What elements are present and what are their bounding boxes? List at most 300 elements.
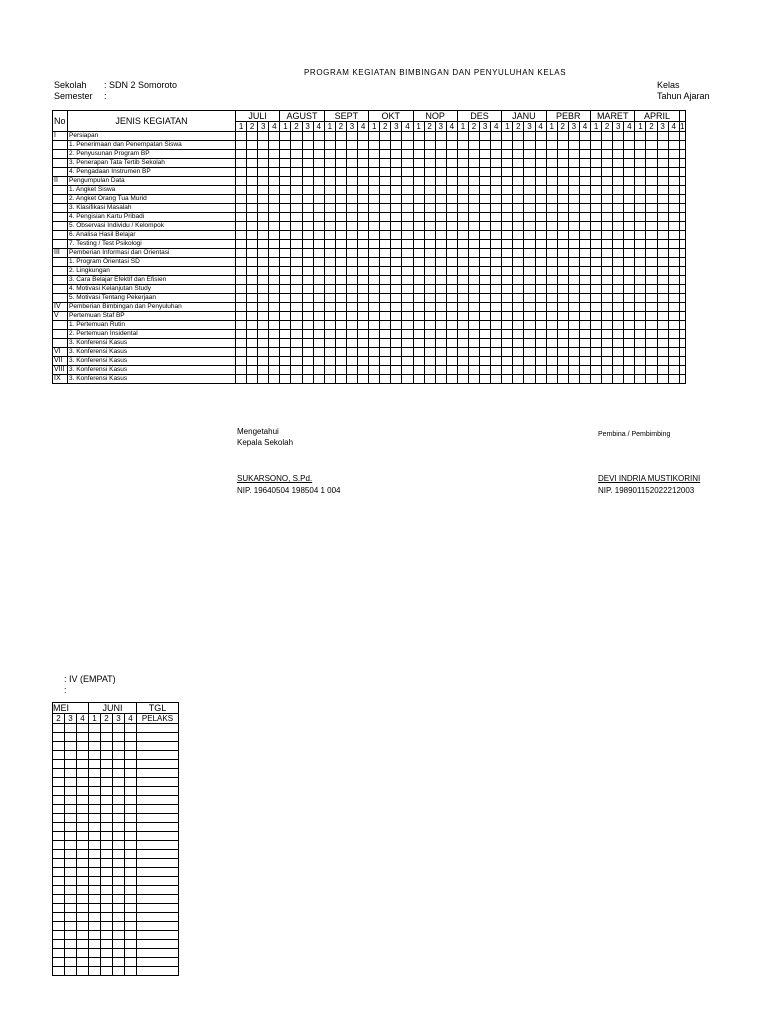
schedule-cell	[579, 177, 590, 186]
week-header: 3	[346, 122, 357, 132]
schedule-cell	[369, 222, 380, 231]
schedule-cell	[613, 177, 624, 186]
schedule-cell	[391, 132, 402, 141]
schedule-cell	[258, 366, 269, 375]
schedule-cell	[435, 132, 446, 141]
table-row	[53, 321, 686, 330]
schedule-cell	[258, 186, 269, 195]
schedule-cell	[137, 787, 179, 796]
schedule-cell	[679, 141, 685, 150]
schedule-cell	[236, 285, 247, 294]
schedule-cell	[346, 339, 357, 348]
schedule-cell	[101, 724, 113, 733]
schedule-cell	[89, 733, 101, 742]
schedule-cell	[380, 213, 391, 222]
schedule-cell	[313, 357, 324, 366]
schedule-cell	[413, 168, 424, 177]
schedule-cell	[646, 213, 657, 222]
schedule-cell	[613, 303, 624, 312]
schedule-cell	[369, 168, 380, 177]
week-header: 4	[269, 122, 280, 132]
schedule-cell	[402, 249, 413, 258]
schedule-cell	[358, 195, 369, 204]
schedule-cell	[125, 778, 137, 787]
schedule-cell	[535, 213, 546, 222]
schedule-cell	[424, 177, 435, 186]
schedule-cell	[591, 213, 602, 222]
schedule-cell	[624, 168, 635, 177]
schedule-cell	[269, 366, 280, 375]
schedule-cell	[269, 132, 280, 141]
schedule-cell	[65, 940, 77, 949]
row-number	[53, 258, 68, 267]
schedule-cell	[613, 330, 624, 339]
schedule-cell	[358, 231, 369, 240]
schedule-cell	[568, 348, 579, 357]
schedule-cell	[668, 141, 679, 150]
schedule-cell	[546, 357, 557, 366]
schedule-cell	[113, 805, 125, 814]
schedule-cell	[236, 321, 247, 330]
schedule-cell	[65, 796, 77, 805]
schedule-cell	[236, 366, 247, 375]
schedule-cell	[513, 141, 524, 150]
schedule-cell	[679, 348, 685, 357]
table-row	[53, 787, 179, 796]
schedule-cell	[635, 168, 646, 177]
schedule-cell	[424, 159, 435, 168]
schedule-cell	[546, 141, 557, 150]
schedule-cell	[591, 222, 602, 231]
schedule-cell	[679, 186, 685, 195]
schedule-cell	[579, 204, 590, 213]
schedule-cell	[77, 886, 89, 895]
schedule-cell	[468, 285, 479, 294]
schedule-cell	[602, 249, 613, 258]
schedule-cell	[435, 186, 446, 195]
schedule-cell	[89, 769, 101, 778]
schedule-cell	[413, 204, 424, 213]
table-row	[53, 294, 686, 303]
schedule-cell	[624, 177, 635, 186]
schedule-cell	[258, 141, 269, 150]
schedule-cell	[247, 366, 258, 375]
schedule-cell	[380, 141, 391, 150]
schedule-cell	[535, 357, 546, 366]
schedule-cell	[77, 859, 89, 868]
schedule-cell	[457, 231, 468, 240]
schedule-cell	[358, 357, 369, 366]
schedule-cell	[391, 312, 402, 321]
schedule-cell	[657, 240, 668, 249]
cont-header-months-row	[53, 703, 179, 714]
week-header: 4	[579, 122, 590, 132]
schedule-cell	[402, 276, 413, 285]
schedule-cell	[457, 159, 468, 168]
schedule-cell	[613, 159, 624, 168]
schedule-cell	[457, 366, 468, 375]
schedule-cell	[402, 348, 413, 357]
schedule-cell	[446, 132, 457, 141]
table-row	[53, 841, 179, 850]
table-row	[53, 222, 686, 231]
schedule-cell	[113, 787, 125, 796]
schedule-cell	[380, 240, 391, 249]
schedule-cell	[236, 267, 247, 276]
schedule-cell	[668, 195, 679, 204]
schedule-cell	[313, 222, 324, 231]
schedule-cell	[613, 366, 624, 375]
schedule-cell	[302, 168, 313, 177]
schedule-cell	[668, 303, 679, 312]
schedule-cell	[137, 796, 179, 805]
schedule-cell	[391, 249, 402, 258]
activity-schedule-table	[52, 110, 686, 384]
schedule-cell	[468, 240, 479, 249]
schedule-cell	[358, 330, 369, 339]
schedule-cell	[435, 339, 446, 348]
schedule-cell	[602, 330, 613, 339]
schedule-cell	[657, 303, 668, 312]
schedule-cell	[358, 366, 369, 375]
row-number: III	[53, 249, 68, 258]
schedule-cell	[546, 213, 557, 222]
schedule-cell	[65, 877, 77, 886]
schedule-cell	[247, 240, 258, 249]
schedule-cell	[568, 132, 579, 141]
schedule-cell	[524, 186, 535, 195]
schedule-cell	[435, 204, 446, 213]
schedule-cell	[513, 132, 524, 141]
schedule-cell	[446, 195, 457, 204]
schedule-cell	[568, 240, 579, 249]
schedule-cell	[358, 159, 369, 168]
schedule-cell	[613, 312, 624, 321]
schedule-cell	[313, 303, 324, 312]
schedule-cell	[579, 330, 590, 339]
schedule-cell	[435, 285, 446, 294]
schedule-cell	[424, 285, 435, 294]
schedule-cell	[646, 249, 657, 258]
schedule-cell	[346, 258, 357, 267]
schedule-cell	[53, 949, 65, 958]
week-header: 4	[491, 122, 502, 132]
schedule-cell	[679, 249, 685, 258]
schedule-cell	[468, 150, 479, 159]
schedule-cell	[602, 357, 613, 366]
schedule-cell	[524, 132, 535, 141]
schedule-cell	[324, 195, 335, 204]
schedule-cell	[101, 967, 113, 976]
schedule-cell	[402, 195, 413, 204]
schedule-cell	[101, 886, 113, 895]
schedule-cell	[302, 303, 313, 312]
schedule-cell	[313, 339, 324, 348]
schedule-cell	[280, 177, 291, 186]
schedule-cell	[89, 778, 101, 787]
schedule-cell	[402, 213, 413, 222]
schedule-cell	[335, 357, 346, 366]
schedule-cell	[668, 330, 679, 339]
schedule-cell	[324, 258, 335, 267]
schedule-cell	[446, 321, 457, 330]
schedule-cell	[602, 204, 613, 213]
week-header: 1	[89, 714, 101, 724]
schedule-cell	[291, 357, 302, 366]
table-row	[53, 940, 179, 949]
schedule-cell	[137, 832, 179, 841]
schedule-cell	[313, 231, 324, 240]
schedule-cell	[668, 132, 679, 141]
schedule-cell	[568, 186, 579, 195]
schedule-cell	[502, 204, 513, 213]
schedule-cell	[77, 922, 89, 931]
schedule-cell	[535, 312, 546, 321]
schedule-cell	[358, 312, 369, 321]
month-header: OKT	[369, 111, 413, 122]
schedule-cell	[258, 213, 269, 222]
schedule-cell	[125, 796, 137, 805]
schedule-cell	[346, 294, 357, 303]
schedule-cell	[679, 375, 685, 384]
schedule-cell	[125, 760, 137, 769]
schedule-cell	[513, 222, 524, 231]
schedule-cell	[380, 303, 391, 312]
schedule-cell	[513, 375, 524, 384]
schedule-cell	[113, 940, 125, 949]
row-activity: 6. Analisa Hasil Belajar	[68, 231, 236, 240]
schedule-cell	[280, 285, 291, 294]
schedule-cell	[435, 222, 446, 231]
schedule-cell	[591, 330, 602, 339]
schedule-cell	[557, 168, 568, 177]
schedule-cell	[346, 195, 357, 204]
schedule-cell	[491, 366, 502, 375]
schedule-cell	[480, 213, 491, 222]
schedule-cell	[247, 294, 258, 303]
table-row	[53, 832, 179, 841]
schedule-cell	[424, 186, 435, 195]
schedule-cell	[137, 949, 179, 958]
table-row	[53, 751, 179, 760]
schedule-cell	[391, 150, 402, 159]
row-activity: 2. Penyusunan Program BP	[68, 150, 236, 159]
schedule-cell	[513, 330, 524, 339]
table-row	[53, 823, 179, 832]
schedule-cell	[568, 339, 579, 348]
schedule-cell	[402, 366, 413, 375]
schedule-cell	[280, 375, 291, 384]
schedule-cell	[77, 787, 89, 796]
schedule-cell	[657, 231, 668, 240]
schedule-cell	[557, 339, 568, 348]
schedule-cell	[65, 868, 77, 877]
schedule-cell	[568, 204, 579, 213]
table-row	[53, 339, 686, 348]
schedule-cell	[65, 751, 77, 760]
schedule-cell	[591, 240, 602, 249]
schedule-cell	[369, 276, 380, 285]
schedule-cell	[402, 231, 413, 240]
schedule-cell	[668, 168, 679, 177]
schedule-cell	[468, 348, 479, 357]
schedule-cell	[435, 348, 446, 357]
schedule-cell	[513, 267, 524, 276]
schedule-cell	[446, 177, 457, 186]
schedule-cell	[468, 375, 479, 384]
schedule-cell	[480, 258, 491, 267]
schedule-cell	[524, 357, 535, 366]
schedule-cell	[491, 276, 502, 285]
schedule-cell	[679, 312, 685, 321]
schedule-cell	[679, 303, 685, 312]
schedule-cell	[624, 303, 635, 312]
schedule-cell	[291, 186, 302, 195]
schedule-cell	[491, 258, 502, 267]
schedule-cell	[413, 312, 424, 321]
kelas-label: Kelas	[657, 80, 680, 90]
schedule-cell	[258, 132, 269, 141]
schedule-cell	[657, 276, 668, 285]
schedule-cell	[324, 294, 335, 303]
schedule-cell	[113, 724, 125, 733]
schedule-cell	[335, 132, 346, 141]
schedule-cell	[591, 249, 602, 258]
schedule-cell	[369, 240, 380, 249]
schedule-cell	[568, 168, 579, 177]
schedule-cell	[635, 195, 646, 204]
week-header: 4	[77, 714, 89, 724]
schedule-cell	[313, 132, 324, 141]
schedule-cell	[524, 240, 535, 249]
schedule-cell	[591, 267, 602, 276]
schedule-cell	[502, 168, 513, 177]
schedule-cell	[646, 375, 657, 384]
week-header: 4	[668, 122, 679, 132]
schedule-cell	[446, 231, 457, 240]
schedule-cell	[313, 375, 324, 384]
schedule-cell	[579, 231, 590, 240]
schedule-cell	[369, 204, 380, 213]
row-activity: Persiapan	[68, 132, 236, 141]
schedule-cell	[380, 132, 391, 141]
week-header: 4	[313, 122, 324, 132]
schedule-cell	[668, 150, 679, 159]
row-number	[53, 231, 68, 240]
schedule-cell	[358, 204, 369, 213]
schedule-cell	[546, 366, 557, 375]
schedule-cell	[679, 285, 685, 294]
schedule-cell	[125, 733, 137, 742]
schedule-cell	[236, 375, 247, 384]
schedule-cell	[668, 258, 679, 267]
schedule-cell	[380, 231, 391, 240]
schedule-cell	[125, 787, 137, 796]
schedule-cell	[591, 204, 602, 213]
schedule-cell	[77, 769, 89, 778]
schedule-cell	[89, 841, 101, 850]
schedule-cell	[424, 276, 435, 285]
table-row	[53, 931, 179, 940]
schedule-cell	[613, 276, 624, 285]
week-header: 2	[247, 122, 258, 132]
schedule-cell	[101, 796, 113, 805]
schedule-cell	[391, 213, 402, 222]
schedule-cell	[513, 357, 524, 366]
schedule-cell	[557, 204, 568, 213]
schedule-cell	[291, 267, 302, 276]
cont-header-weeks-row	[53, 714, 179, 724]
schedule-cell	[502, 177, 513, 186]
table-row	[53, 868, 179, 877]
schedule-cell	[247, 321, 258, 330]
schedule-cell	[635, 321, 646, 330]
schedule-cell	[524, 330, 535, 339]
schedule-cell	[557, 213, 568, 222]
schedule-cell	[236, 312, 247, 321]
schedule-cell	[291, 132, 302, 141]
schedule-cell	[457, 204, 468, 213]
row-activity: 1. Penerimaan dan Penempatan Siswa	[68, 141, 236, 150]
schedule-cell	[335, 249, 346, 258]
schedule-cell	[624, 330, 635, 339]
schedule-cell	[53, 778, 65, 787]
schedule-cell	[646, 240, 657, 249]
row-activity: 1. Pertemuan Rutin	[68, 321, 236, 330]
schedule-cell	[302, 222, 313, 231]
row-number	[53, 339, 68, 348]
schedule-cell	[280, 339, 291, 348]
schedule-cell	[324, 141, 335, 150]
schedule-cell	[313, 258, 324, 267]
schedule-cell	[435, 168, 446, 177]
schedule-cell	[446, 222, 457, 231]
week-header: 3	[568, 122, 579, 132]
schedule-cell	[557, 159, 568, 168]
schedule-cell	[125, 769, 137, 778]
schedule-cell	[335, 159, 346, 168]
schedule-cell	[346, 303, 357, 312]
schedule-cell	[624, 348, 635, 357]
schedule-cell	[624, 312, 635, 321]
schedule-cell	[335, 177, 346, 186]
schedule-cell	[635, 267, 646, 276]
schedule-cell	[557, 312, 568, 321]
schedule-cell	[77, 841, 89, 850]
schedule-cell	[413, 132, 424, 141]
tahun-ajaran-value: :	[64, 685, 67, 695]
table-row	[53, 760, 179, 769]
month-header: MARET	[591, 111, 635, 122]
schedule-cell	[535, 168, 546, 177]
schedule-cell	[591, 357, 602, 366]
schedule-cell	[513, 285, 524, 294]
schedule-cell	[391, 186, 402, 195]
schedule-cell	[77, 814, 89, 823]
schedule-cell	[89, 787, 101, 796]
schedule-cell	[657, 249, 668, 258]
schedule-cell	[291, 222, 302, 231]
schedule-cell	[579, 375, 590, 384]
tgl-header: TGL	[137, 703, 179, 714]
schedule-cell	[413, 348, 424, 357]
schedule-cell	[391, 177, 402, 186]
schedule-cell	[89, 913, 101, 922]
schedule-cell	[579, 195, 590, 204]
mengetahui-label: Mengetahui	[237, 427, 279, 436]
schedule-cell	[302, 213, 313, 222]
schedule-cell	[101, 859, 113, 868]
